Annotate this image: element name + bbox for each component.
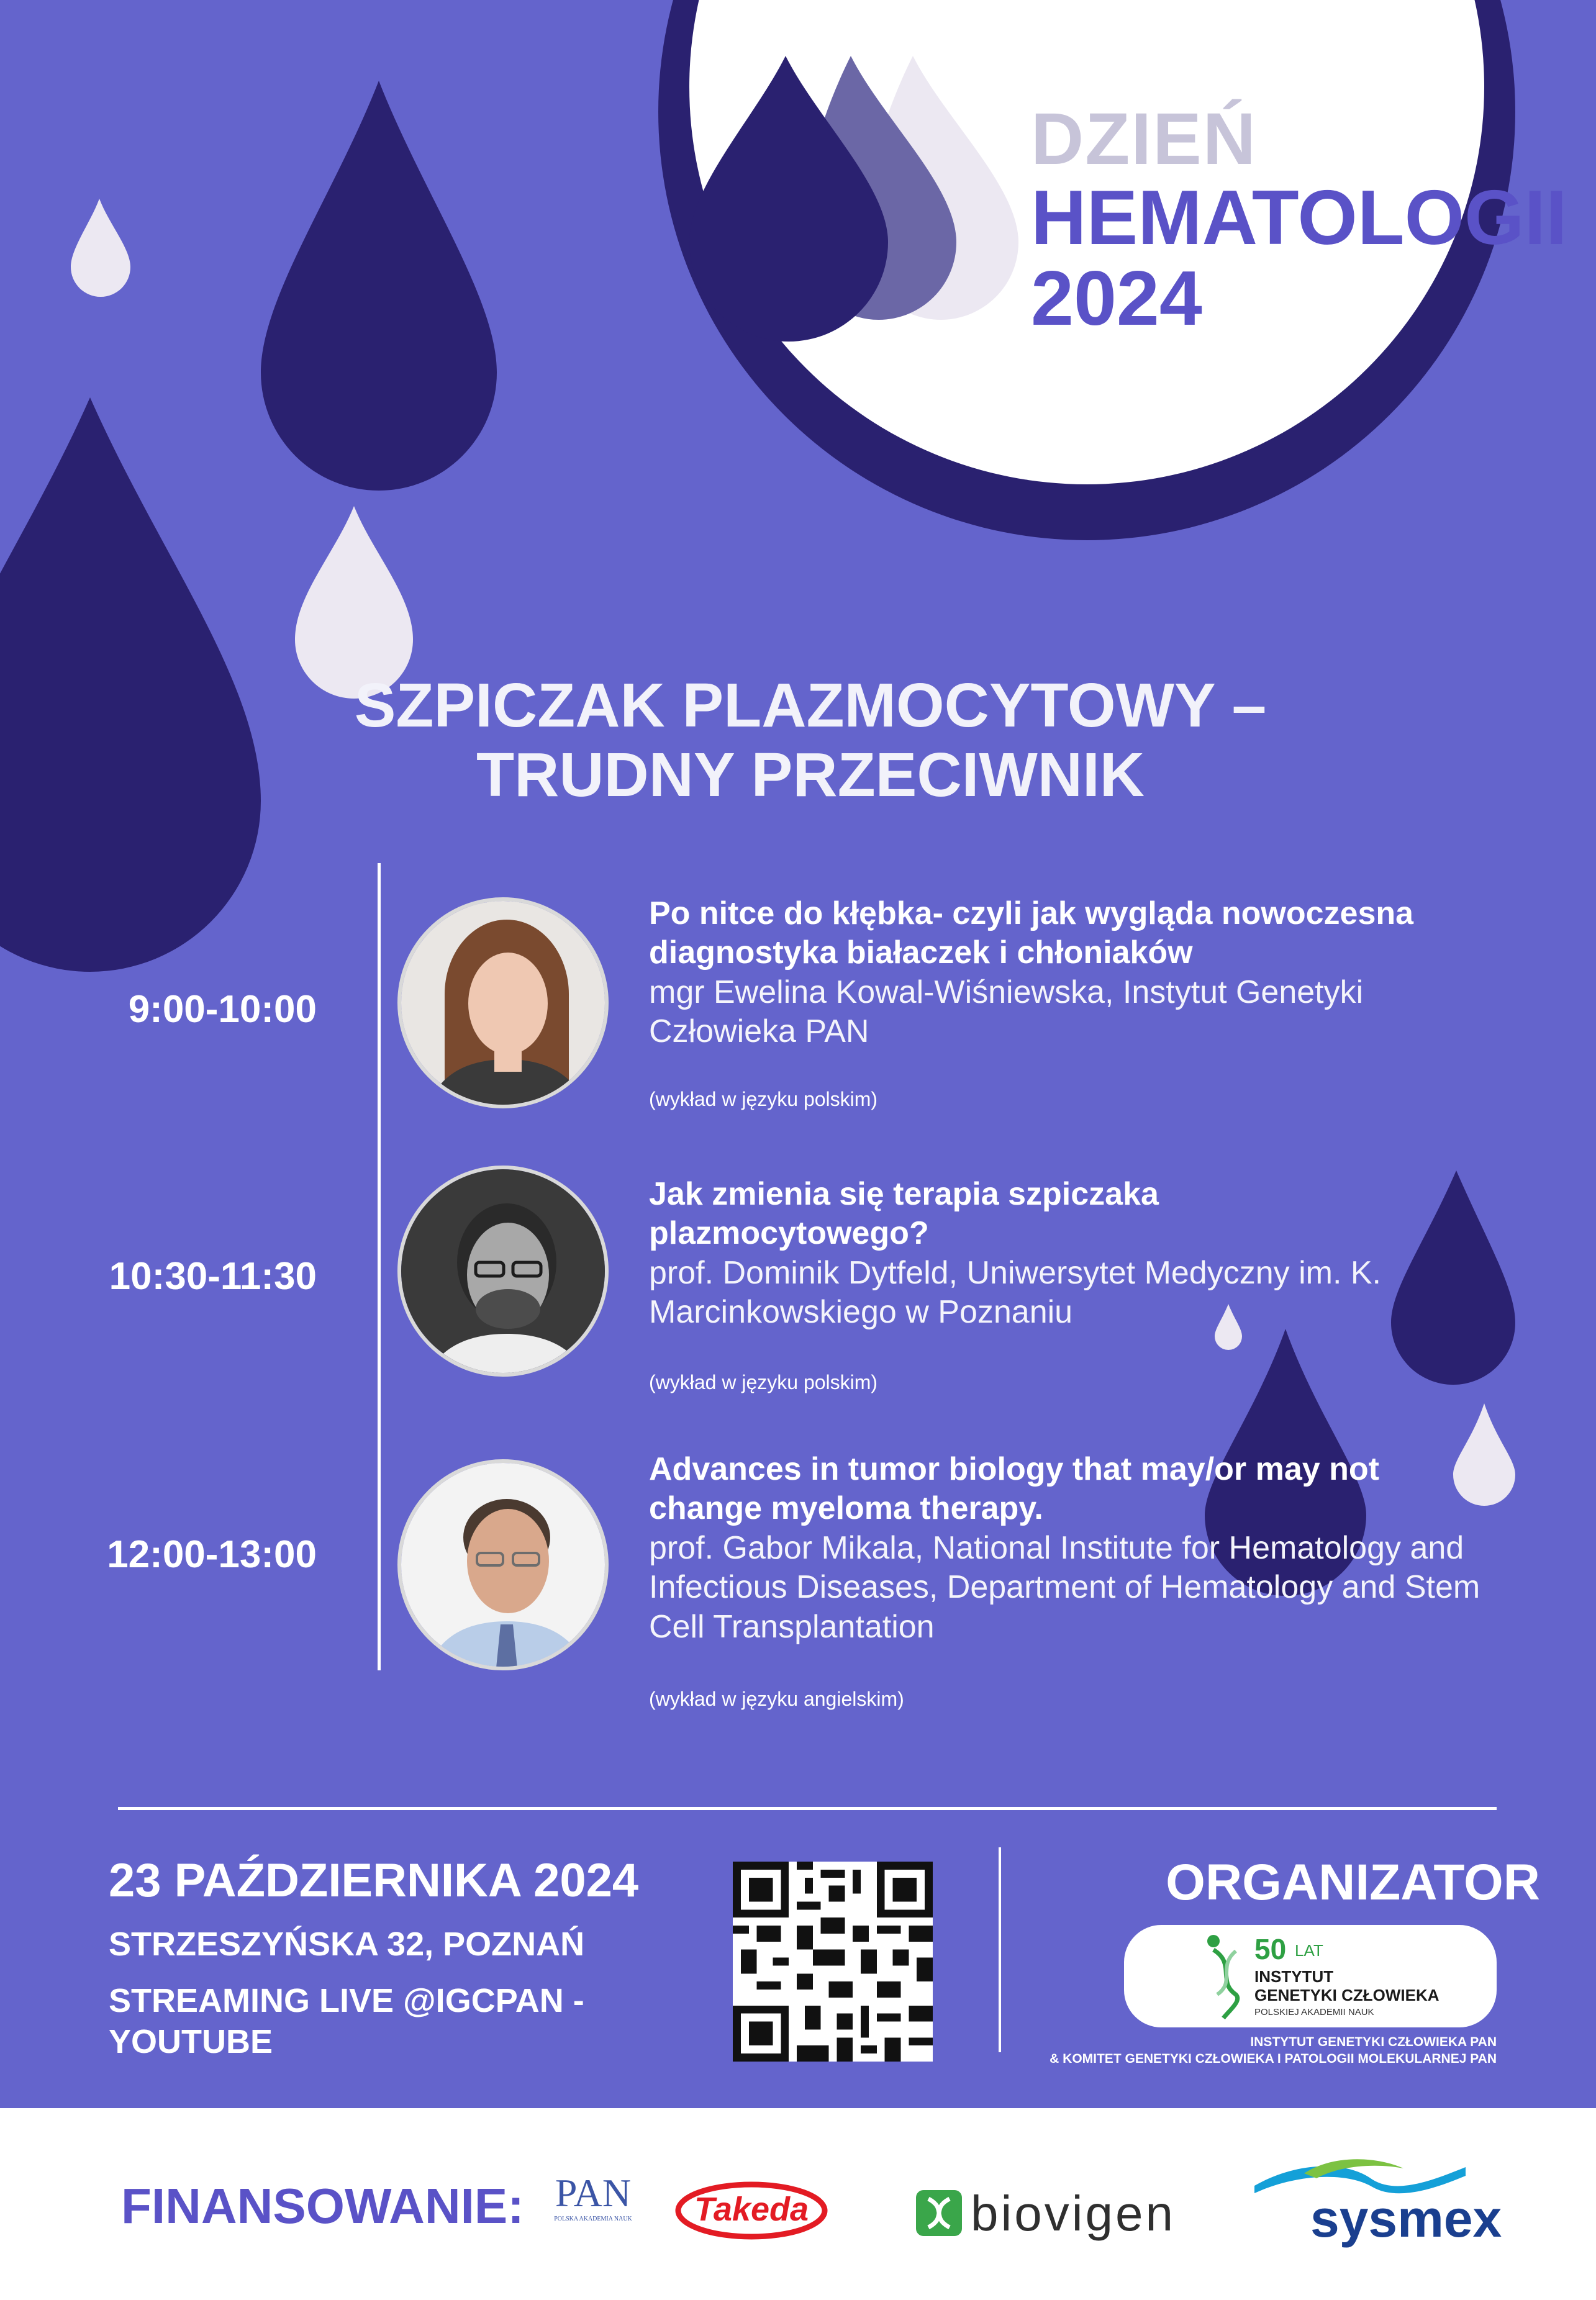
- session-1-language: (wykład w języku polskim): [649, 1088, 878, 1110]
- session-2-language: (wykład w języku polskim): [649, 1371, 878, 1393]
- session-3-title: Advances in tumor biology that may/or may not change myeloma therapy.: [649, 1451, 1379, 1527]
- biovigen-logo-text: biovigen: [971, 2186, 1176, 2241]
- dna-icon: [1205, 1932, 1248, 2019]
- session-2-speaker: prof. Dominik Dytfeld, Uniwersytet Medyczny im. K. Marcinkowskiego w Poznaniu: [649, 1254, 1381, 1331]
- pan-logo[interactable]: [546, 2173, 640, 2222]
- organizer-logo-line2: GENETYKI CZŁOWIEKA: [1254, 1986, 1440, 2004]
- session-1-details: [649, 894, 1518, 1052]
- main-title: [236, 671, 1385, 810]
- organizer-caption: [969, 2034, 1497, 2068]
- session-3-speaker: prof. Gabor Mikala, National Institute for Hematology and Infectious Diseases, Department of Hematology and Stem Cell Transplantation: [649, 1529, 1480, 1645]
- event-title: [1031, 98, 1567, 342]
- drop-light-1: [71, 199, 130, 297]
- organizer-logo-years: 50: [1254, 1933, 1287, 1965]
- session-3-time: 12:00-13:00: [107, 1533, 317, 1576]
- sysmex-logo-text: sysmex: [1310, 2189, 1502, 2248]
- event-title-line1: DZIEŃ: [1031, 98, 1257, 180]
- pan-logo-text: PAN: [555, 2171, 632, 2215]
- session-2-time: 10:30-11:30: [109, 1255, 317, 1298]
- speaker-2-photo: [401, 1169, 609, 1377]
- organizer-caption-line1: INSTYTUT GENETYKI CZŁOWIEKA PAN: [1250, 2035, 1497, 2049]
- takeda-logo-text: Takeda: [694, 2191, 809, 2228]
- main-title-line2: TRUDNY PRZECIWNIK: [476, 740, 1145, 810]
- event-title-line2: HEMATOLOGII: [1031, 175, 1567, 261]
- takeda-logo[interactable]: [674, 2176, 829, 2245]
- session-1-title: Po nitce do kłębka- czyli jak wygląda nowoczesna diagnostyka białaczek i chłoniaków: [649, 895, 1414, 971]
- organizer-logo-line3: POLSKIEJ AKADEMII NAUK: [1254, 2007, 1374, 2017]
- event-date: 23 PAŹDZIERNIKA 2024: [109, 1854, 639, 1907]
- session-1-time: 9:00-10:00: [128, 988, 317, 1031]
- main-title-line1: SZPICZAK PLAZMOCYTOWY –: [354, 671, 1267, 740]
- section-divider: [118, 1807, 1497, 1810]
- drop-dark-2: [0, 397, 261, 972]
- session-2-details: [649, 1175, 1518, 1333]
- speaker-3-photo: [401, 1463, 609, 1670]
- speaker-1-photo: [401, 901, 609, 1108]
- drop-light-2: [295, 506, 413, 699]
- session-1-speaker: mgr Ewelina Kowal-Wiśniewska, Instytut Genetyki Człowieka PAN: [649, 974, 1364, 1050]
- timeline-line: [378, 863, 381, 1670]
- organizer-logo[interactable]: [1124, 1925, 1497, 2027]
- organizer-logo-line1: INSTYTUT: [1254, 1967, 1334, 1986]
- vertical-divider: [999, 1847, 1001, 2052]
- speaker-3-avatar: [397, 1459, 609, 1670]
- biovigen-dna-icon: [916, 2190, 962, 2236]
- qr-code[interactable]: [733, 1862, 933, 2062]
- session-2-title: Jak zmienia się terapia szpiczaka plazmocytowego?: [649, 1176, 1159, 1252]
- organizer-logo-lat: LAT: [1295, 1941, 1323, 1960]
- speaker-2-avatar: [397, 1166, 609, 1377]
- pan-logo-subtext: POLSKA AKADEMIA NAUK: [554, 2216, 632, 2222]
- event-streaming: STREAMING LIVE @IGCPAN - YOUTUBE: [109, 1982, 584, 2060]
- session-3-language: (wykład w języku angielskim): [649, 1688, 904, 1710]
- event-title-line3: 2024: [1031, 256, 1202, 342]
- biovigen-logo[interactable]: [916, 2183, 1214, 2245]
- event-address: STRZESZYŃSKA 32, POZNAŃ: [109, 1926, 585, 1963]
- sysmex-logo[interactable]: [1248, 2155, 1502, 2254]
- session-3-details: [649, 1450, 1518, 1647]
- organizer-heading: ORGANIZATOR: [1166, 1854, 1540, 1911]
- funding-label: FINANSOWANIE:: [121, 2178, 524, 2234]
- organizer-caption-line2: & KOMITET GENETYKI CZŁOWIEKA I PATOLOGII MOLEKULARNEJ PAN: [1050, 2052, 1497, 2067]
- speaker-1-avatar: [397, 897, 609, 1108]
- drop-dark-1: [261, 81, 497, 491]
